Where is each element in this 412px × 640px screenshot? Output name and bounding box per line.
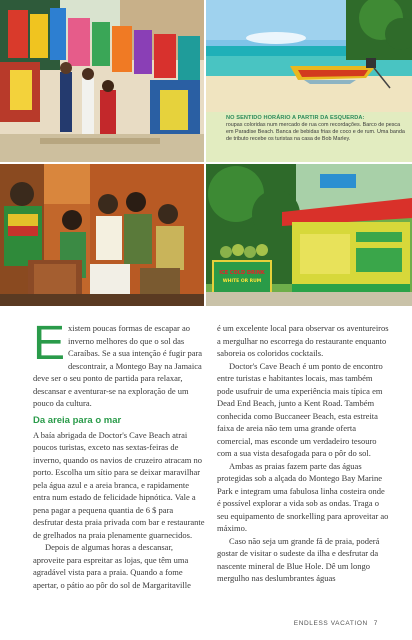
kiosk-sign-text: ICE COLD DRINK	[219, 270, 265, 276]
caption-text: roupas coloridas num mercado de rua com recordações. Barco de pesca em Paradise Beach. Banca de bebidas frias de coco e de rum. Uma banda de tributo recebe os turistas na casa de Bob Marley.	[226, 122, 405, 142]
photo-caption	[206, 112, 412, 162]
body-paragraph: Depois de algumas horas a descansar, aproveite para espreitar as lojas, que têm uma agradável vista para a praia. Quando a fome apertar, o pátio ao pôr do sol de Margaritaville	[33, 542, 191, 590]
section-heading: Da areia para o mar	[33, 414, 122, 426]
drink-stand-photo	[206, 164, 412, 306]
body-paragraph: Ambas as praias fazem parte das águas protegidas sob a alçada do Montego Bay Marine Park e integram uma fabulosa linha costeira onde é possível explorar a vida sob as ondas. Traga o seu equipamento de snorkelling para aproveitar ao máximo.	[217, 460, 389, 533]
market-clothes-photo	[0, 0, 204, 162]
body-paragraph: é um excelente local para observar os aventureiros a mergulhar no escorrega do restaurante enquanto saboreia os coloridos cocktails.	[217, 323, 389, 358]
kiosk-sign-text-2: WHITE OR RUM	[222, 279, 262, 284]
body-paragraph: Doctor's Cave Beach é um ponto de encontro entre turistas e habitantes locais, mas também pode usufruir de uma experiência mais típica em Dead End Beach, junto a Kent Road. Também conhecida como Buccaneer Beach, esta estreita faixa de areia não tem uma grande oferta comercial, mas esconde um verdadeiro tesouro com a sua vista desafogada para o pôr do sol.	[217, 360, 383, 458]
intro-paragraph	[33, 317, 205, 410]
intro-text: xistem poucas formas de escapar ao inverno melhores do que o sol das Caraíbas. Se a sua intenção é fugir para descontrair, a Montego Bay na Jamaica deve ser o seu ponto de partida para relaxar, descansar e aventurar-se na exploração de um pouco da cultura.	[33, 323, 203, 408]
fishing-boat-photo	[206, 0, 412, 112]
tribute-band-photo	[0, 164, 204, 306]
caption-heading: NO SENTIDO HORÁRIO A PARTIR DA ESQUERDA:	[226, 115, 365, 121]
drop-cap: E	[33, 317, 66, 370]
body-paragraph: A baía abrigada de Doctor's Cave Beach atrai poucos turistas, exceto nas sextas-feiras de inverno, quando os navios de cruzeiro atracam no porto. Escolha um sítio para se deixar maravilhar pela água azul e a areia branca, e rapidamente entra num estado de felicidade hipnótica. Vale a pena pagar a pequena quantia de 6 $ para desfrutar desta praia privada com bar e restaurante de grelhados na praia plenamente guarnecidos.	[33, 429, 205, 540]
page-footer	[294, 620, 378, 627]
body-paragraph: Caso não seja um grande fã de praia, poderá gostar de visitar o sudeste da ilha e desfrutar da nascente mineral de Blue Hole. Dê um longo mergulho nas deslumbrantes águas	[217, 535, 380, 583]
article-column-2	[217, 322, 389, 585]
page-number: 7	[373, 620, 378, 627]
magazine-name: ENDLESS VACATION	[293, 620, 368, 627]
article-column-1	[33, 317, 205, 591]
